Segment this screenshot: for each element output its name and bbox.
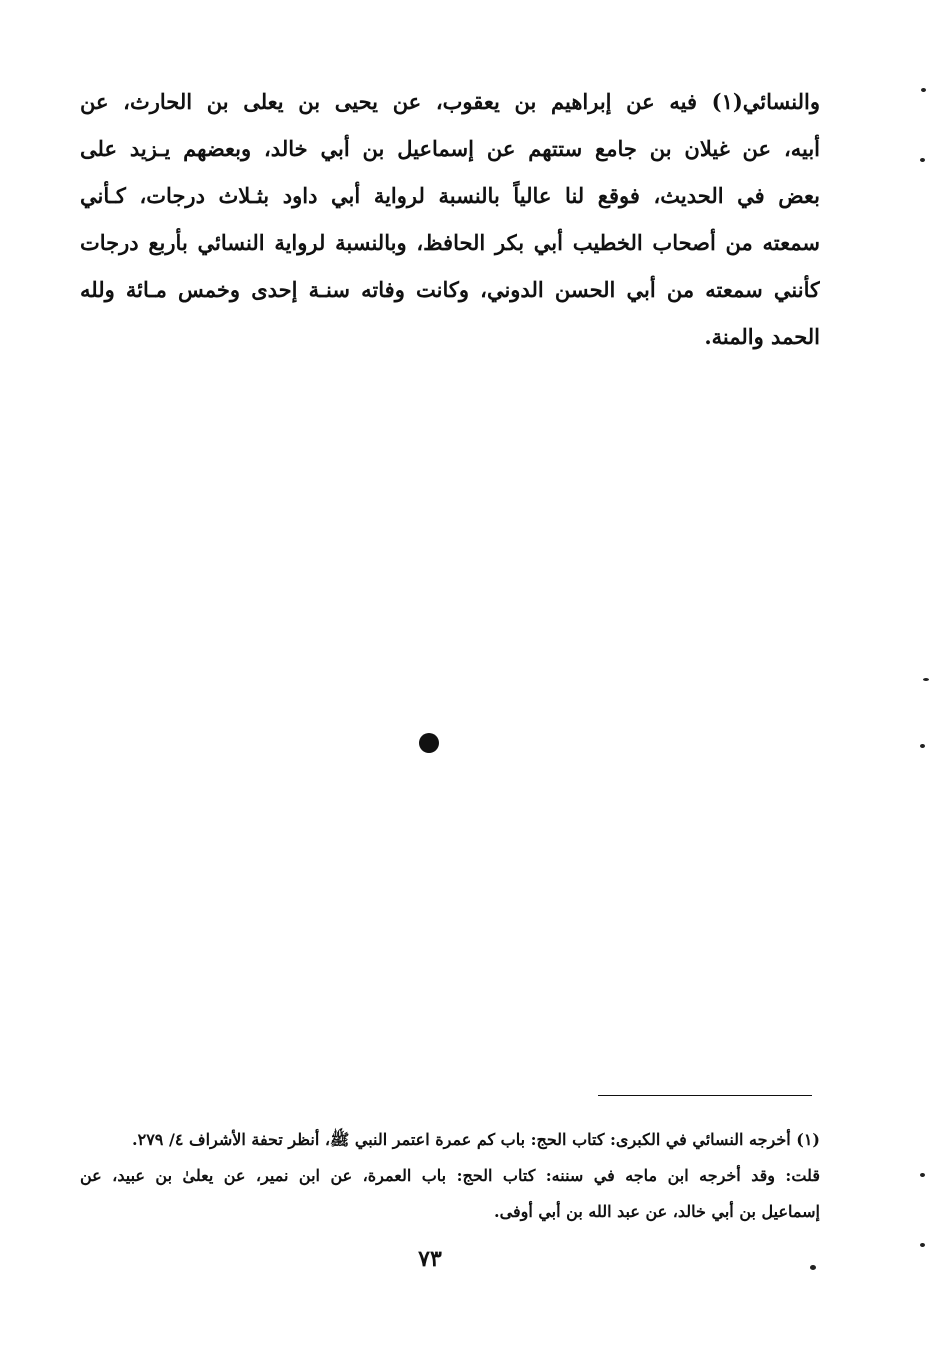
main-text-block: [80, 78, 820, 360]
footnote-line: إسماعيل بن أبي خالد، عن عبد الله بن أبي أوفى.: [494, 1202, 820, 1221]
main-text-line: أبيه، عن غيلان بن جامع ستتهم عن إسماعيل بن أبي خالد، وبعضهم يـزيد على: [80, 136, 820, 161]
scan-speck: [921, 88, 926, 92]
footnote-divider: [598, 1095, 812, 1096]
scan-speck: [920, 158, 925, 162]
main-text-line: الحمد والمنة.: [704, 324, 820, 349]
scan-speck: [920, 1173, 925, 1177]
main-text-line: بعض في الحديث، فوقع لنا عالياً بالنسبة لرواية أبي داود بثـلاث درجات، كـأني: [80, 183, 820, 208]
main-text-line: والنسائي(١) فيه عن إبراهيم بن يعقوب، عن يحيى بن يعلى بن الحارث، عن: [80, 89, 820, 114]
scan-speck: [923, 678, 929, 681]
main-text-line: كأنني سمعته من أبي الحسن الدوني، وكانت وفاته سنـة إحدى وخمس مـائة ولله: [80, 277, 820, 302]
scan-speck: [920, 744, 925, 748]
main-text-line: سمعته من أصحاب الخطيب أبي بكر الحافظ، وبالنسبة لرواية النسائي بأربع درجات: [80, 230, 820, 255]
scan-speck: [810, 1265, 816, 1270]
footnote-line: قلت: وقد أخرجه ابن ماجه في سننه: كتاب الحج: باب العمرة، عن ابن نمير، عن يعلىٰ بن عبيد، عن: [80, 1166, 820, 1185]
ink-spot: [419, 733, 439, 753]
footnote-line: (١) أخرجه النسائي في الكبرى: كتاب الحج: باب كم عمرة اعتمر النبي ﷺ، أنظر تحفة الأشراف ٤/ ٢٧٩.: [132, 1130, 820, 1149]
page-number: ٧٣: [418, 1246, 442, 1272]
footnotes-block: [80, 1122, 820, 1230]
scan-speck: [920, 1243, 925, 1247]
